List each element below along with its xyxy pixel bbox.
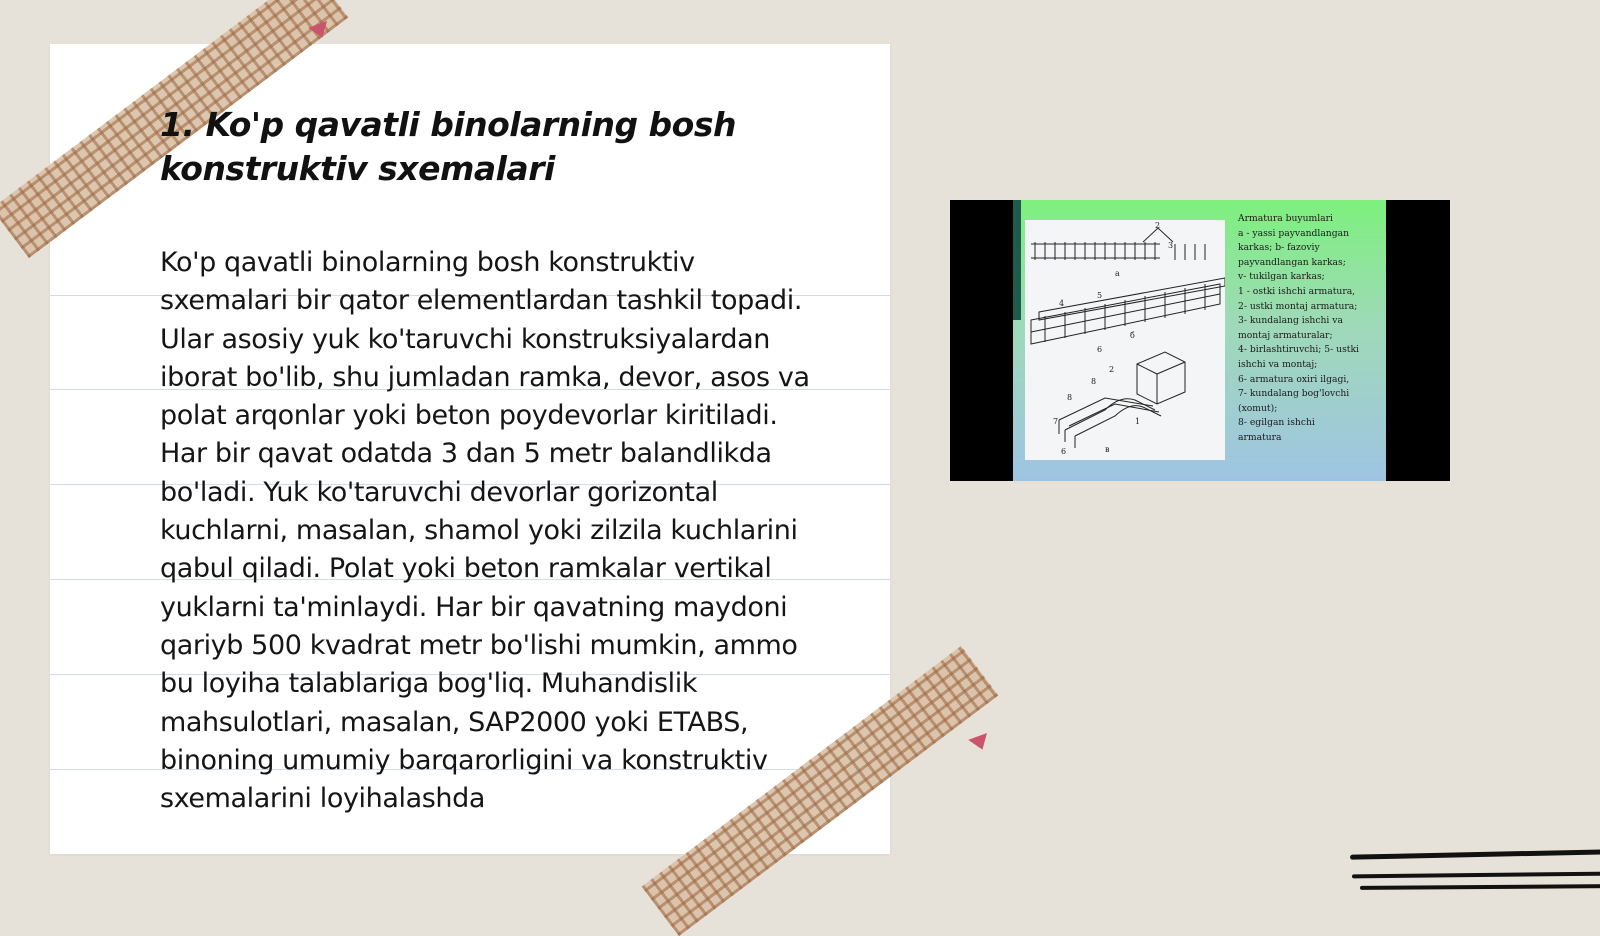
caption-line: 3- kundalang ishchi va bbox=[1238, 315, 1343, 327]
marker-stroke bbox=[1350, 849, 1600, 859]
caption-line: payvandlangan karkas; bbox=[1238, 256, 1346, 268]
drawing-label: 6 bbox=[1097, 345, 1103, 354]
drawing-label: 8 bbox=[1091, 377, 1097, 386]
caption-line: Armatura buyumlari bbox=[1238, 213, 1333, 224]
drawing-label: 6 bbox=[1061, 447, 1067, 456]
figure-accent-stripe bbox=[1013, 200, 1021, 320]
drawing-label: a bbox=[1115, 269, 1120, 278]
rebar-cage-drawing bbox=[1025, 220, 1225, 460]
caption-line: 7- kundalang bog'lovchi bbox=[1238, 388, 1350, 400]
caption-line: karkas; b- fazoviy bbox=[1238, 242, 1320, 254]
drawing-label: 5 bbox=[1097, 291, 1103, 300]
caption-line: a - yassi payvandlangan bbox=[1238, 227, 1350, 239]
caption-line: 2- ustki montaj armatura; bbox=[1238, 300, 1358, 312]
drawing-label: 2 bbox=[1109, 365, 1115, 374]
caption-line: v- tukilgan karkas; bbox=[1238, 271, 1325, 283]
caption-line: (xomut); bbox=[1238, 402, 1278, 414]
reinforcement-figure bbox=[950, 200, 1450, 481]
drawing-label: 1 bbox=[1135, 417, 1141, 426]
figure-caption bbox=[1238, 212, 1378, 446]
caption-line: montaj armaturalar; bbox=[1238, 329, 1333, 341]
slide-title: 1. Ko'p qavatli binolarning bosh konstruktiv sxemalari bbox=[160, 105, 736, 188]
figure-panel bbox=[1013, 200, 1386, 481]
caption-line: 8- egilgan ishchi bbox=[1238, 417, 1315, 429]
drawing-label: 4 bbox=[1059, 299, 1065, 308]
caption-line: ishchi va montaj; bbox=[1238, 358, 1318, 370]
pin-icon bbox=[968, 733, 992, 753]
marker-stroke bbox=[1360, 884, 1600, 890]
drawing-label: 3 bbox=[1168, 241, 1174, 250]
drawing-label: б bbox=[1130, 331, 1135, 340]
drawing-label: 7 bbox=[1053, 417, 1059, 426]
caption-line: 1 - ostki ishchi armatura, bbox=[1238, 285, 1356, 297]
caption-line: armatura bbox=[1238, 431, 1282, 443]
caption-line: 6- armatura oxiri ilgagi, bbox=[1238, 373, 1350, 385]
drawing-label: 2 bbox=[1155, 221, 1161, 230]
reinforcement-drawing bbox=[1025, 220, 1225, 460]
caption-line: 4- birlashtiruvchi; 5- ustki bbox=[1238, 344, 1359, 356]
frame-bars bbox=[1035, 242, 1155, 260]
drawing-label: 8 bbox=[1067, 393, 1073, 402]
marker-stroke bbox=[1352, 872, 1600, 879]
drawing-label: в bbox=[1105, 445, 1110, 454]
slide-body-text: Ko'p qavatli binolarning bosh konstruktiv sxemalari bir qator elementlardan tashkil topadi. Ular asosiy yuk ko'taruvchi konstruksiyalardan iborat bo'lib, shu jumladan ramka, devor, asos va polat arqonlar yoki beton poydevorlar kiritiladi. Har bir qavat odatda 3 dan 5 metr balandlikda bo'ladi. Yuk ko'taruvchi devorlar gorizontal kuchlarni, masalan, shamol yoki zilzila kuchlarini qabul qiladi. Polat yoki beton ramkalar vertikal yuklarni ta'minlaydi. Har bir qavatning maydoni qariyb 500 kvadrat metr bo'lishi mumkin, ammo bu loyiha talablariga bog'liq. Muhandislik mahsulotlari, masalan, SAP2000 yoki ETABS, binoning umumiy barqarorligini va konstruktiv sxemalarini loyihalashda bbox=[160, 247, 810, 815]
